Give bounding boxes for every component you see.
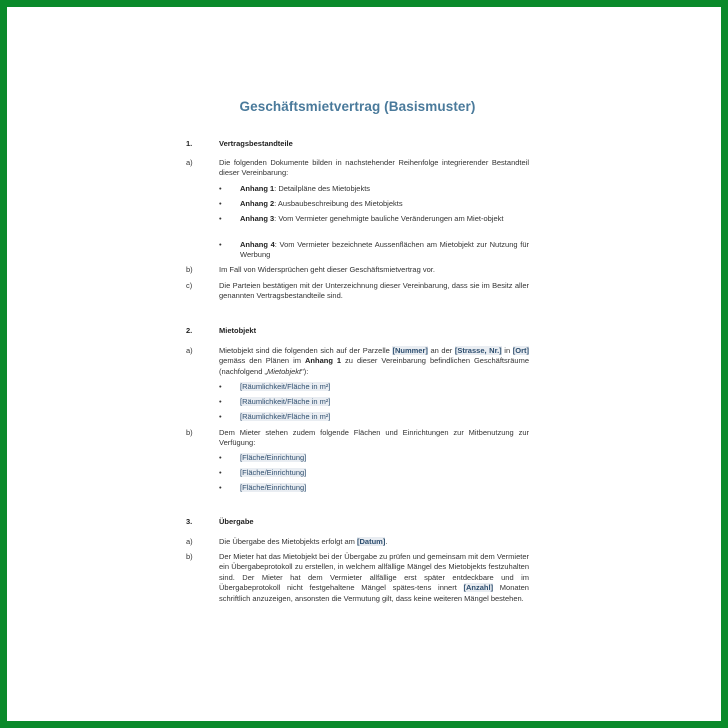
bullet-icon: •: [219, 453, 222, 462]
s2-b-bullet-1: [Fläche/Einrichtung]: [240, 453, 307, 462]
s1-item-b-letter: b): [186, 265, 193, 274]
s2-b-bullet-2: [Fläche/Einrichtung]: [240, 468, 307, 477]
section-1-number: 1.: [186, 139, 193, 148]
s1-bullet-1: Anhang 1: Detailpläne des Mietobjekts: [240, 184, 371, 193]
bullet-icon: •: [219, 184, 222, 193]
section-1-title: Vertragsbestandteile: [219, 139, 293, 148]
s3-item-b-letter: b): [186, 552, 193, 561]
section-3-number: 3.: [186, 517, 193, 526]
s2-item-a-letter: a): [186, 346, 193, 355]
s1-bullet-4: Anhang 4: Vom Vermieter bezeichnete Aussenflächen am Mietobjekt zur Nutzung für Werbung: [240, 240, 529, 260]
s1-item-c-text: Die Parteien bestätigen mit der Unterzeichnung dieser Vereinbarung, dass sie im Besitz aller genannten Vertragsbestandteile sind.: [219, 281, 529, 301]
bullet-icon: •: [219, 199, 222, 208]
s3-item-a-letter: a): [186, 537, 193, 546]
s2-item-b-letter: b): [186, 428, 193, 437]
s1-item-a-letter: a): [186, 158, 193, 167]
bullet-icon: •: [219, 468, 222, 477]
bullet-icon: •: [219, 382, 222, 391]
section-3-title: Übergabe: [219, 517, 254, 526]
bullet-icon: •: [219, 397, 222, 406]
s2-a-bullet-3: [Räumlichkeit/Fläche in m²]: [240, 412, 331, 421]
s3-item-a-text: Die Übergabe des Mietobjekts erfolgt am [Datum].: [219, 537, 388, 546]
s1-bullet-3: Anhang 3: Vom Vermieter genehmigte bauliche Veränderungen am Miet-objekt: [240, 214, 504, 223]
s3-item-b-text: Der Mieter hat das Mietobjekt bei der Übergabe zu prüfen und gemeinsam mit dem Vermieter ein Übergabeprotokoll zu erstellen, in welchem allfällige Mängel des Mietobjekts festzuhalten sind. Der Mieter hat dem Vermieter allfällige erst später entdeckbare und im Übergabeprotokoll nicht festgehaltene Mängel spätes-tens innert [Anzahl] Monaten schriftlich anzuzeigen, ansonsten die Vermutung gilt, dass keine weiteren Mängel bestehen.: [219, 552, 529, 603]
s2-b-bullet-3: [Fläche/Einrichtung]: [240, 483, 307, 492]
s1-item-c-letter: c): [186, 281, 193, 290]
s2-a-bullet-1: [Räumlichkeit/Fläche in m²]: [240, 382, 331, 391]
bullet-icon: •: [219, 214, 222, 223]
bullet-icon: •: [219, 483, 222, 492]
document-title: Geschäftsmietvertrag (Basismuster): [239, 99, 476, 114]
section-2-number: 2.: [186, 326, 193, 335]
s2-a-bullet-2: [Räumlichkeit/Fläche in m²]: [240, 397, 331, 406]
section-2-title: Mietobjekt: [219, 326, 257, 335]
s2-item-a-text: Mietobjekt sind die folgenden sich auf der Parzelle [Nummer] an der [Strasse, Nr.] in [Ort] gemäss den Plänen im Anhang 1 zu dieser Vereinbarung befindlichen Geschäftsräume (nachfolgend „Mietobjekt"):: [219, 346, 529, 376]
bullet-icon: •: [219, 412, 222, 421]
bullet-icon: •: [219, 240, 222, 249]
s1-bullet-2: Anhang 2: Ausbaubeschreibung des Mietobjekts: [240, 199, 403, 208]
s1-item-b-text: Im Fall von Widersprüchen geht dieser Geschäftsmietvertrag vor.: [219, 265, 435, 274]
s2-item-b-text: Dem Mieter stehen zudem folgende Flächen und Einrichtungen zur Mitbenutzung zur Verfügung:: [219, 428, 529, 448]
s1-item-a-text: Die folgenden Dokumente bilden in nachstehender Reihenfolge integrierender Bestandteil dieser Vereinbarung:: [219, 158, 529, 178]
